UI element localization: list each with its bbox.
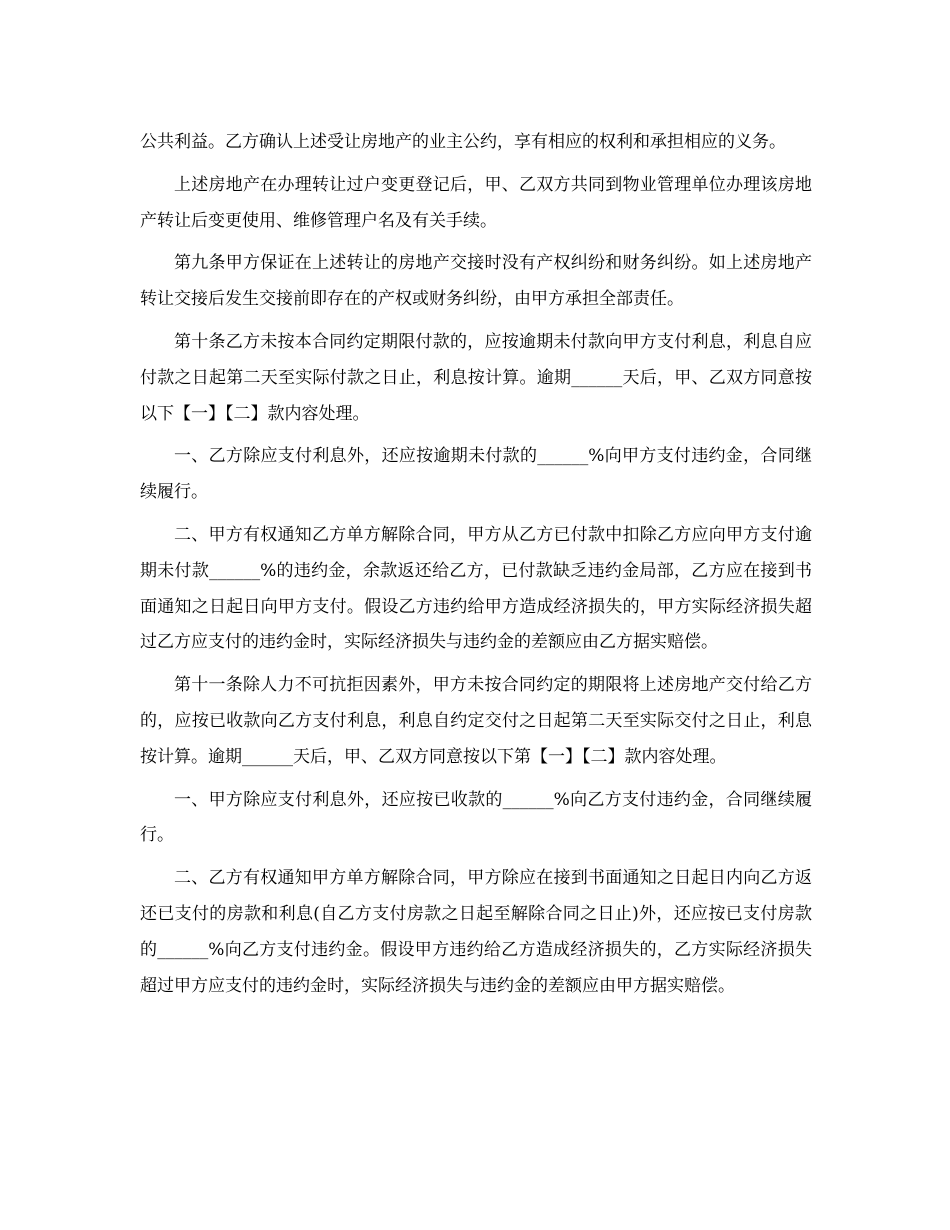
paragraph-article-10-item-1: 一、乙方除应支付利息外，还应按逾期未付款的______%向甲方支付违约金，合同继续履行。 xyxy=(140,446,812,503)
paragraph-article-11-item-1: 一、甲方除应支付利息外，还应按已收款的______%向乙方支付违约金，合同继续履行。 xyxy=(140,789,812,846)
paragraph-article-10: 第十条乙方未按本合同约定期限付款的，应按逾期未付款向甲方支付利息，利息自应付款之日起第二天至实际付款之日止，利息按计算。逾期______天后，甲、乙双方同意按以下【一】【二】款内容处理。 xyxy=(140,331,812,424)
paragraph-owner-covenant: 公共利益。乙方确认上述受让房地产的业主公约，享有相应的权利和承担相应的义务。 xyxy=(140,132,786,152)
paragraph-article-9: 第九条甲方保证在上述转让的房地产交接时没有产权纠纷和财务纠纷。如上述房地产转让交接后发生交接前即存在的产权或财务纠纷，由甲方承担全部责任。 xyxy=(140,253,812,310)
paragraph-article-11: 第十一条除人力不可抗拒因素外，甲方未按合同约定的期限将上述房地产交付给乙方的，应按已收款向乙方支付利息，利息自约定交付之日起第二天至实际交付之日止，利息按计算。逾期______天后，甲、乙双方同意按以下第【一】【二】款内容处理。 xyxy=(140,675,812,767)
paragraph-article-10-item-2: 二、甲方有权通知乙方单方解除合同，甲方从乙方已付款中扣除乙方应向甲方支付逾期未付款______%的违约金，余款返还给乙方，已付款缺乏违约金局部，乙方应在接到书面通知之日起日向甲方支付。假设乙方违约给甲方造成经济损失的，甲方实际经济损失超过乙方应支付的违约金时，实际经济损失与违约金的差额应由乙方据实赔偿。 xyxy=(140,524,812,653)
paragraph-article-11-item-2: 二、乙方有权通知甲方单方解除合同，甲方除应在接到书面通知之日起日内向乙方返还已支付的房款和利息(自乙方支付房款之日起至解除合同之日止)外，还应按已支付房款的______%向乙方支付违约金。假设甲方违约给乙方造成经济损失的，乙方实际经济损失超过甲方应支付的违约金时，实际经济损失与违约金的差额应由甲方据实赔偿。 xyxy=(140,868,812,996)
paragraph-property-management-transfer: 上述房地产在办理转让过户变更登记后，甲、乙双方共同到物业管理单位办理该房地产转让后变更使用、维修管理户名及有关手续。 xyxy=(140,174,812,231)
document-page xyxy=(140,125,812,1011)
